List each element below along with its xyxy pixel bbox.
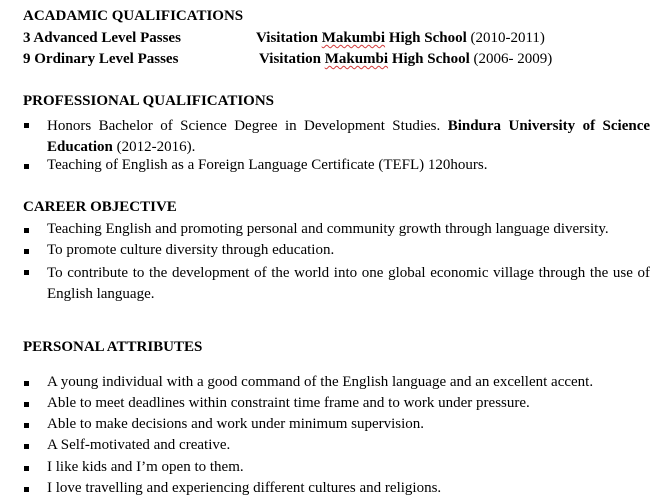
bullet-icon [23,263,35,284]
bullet-icon [23,437,35,458]
bullet-icon [23,221,35,242]
bullet-icon [23,416,35,437]
school-name: Visitation Makumbi High School (2006- 2009) [259,51,553,67]
attribute-item: I love travelling and experiencing different cultures and religions. [47,480,442,496]
professional-item: Honors Bachelor of Science Degree in Development Studies. Bindura University of Science Education (2012-2016). [47,118,651,155]
bullet-icon [23,459,35,480]
attribute-item: I like kids and I’m open to them. [47,459,244,475]
career-item: To promote culture diversity through education. [47,242,335,258]
school-name: Visitation Makumbi High School (2010-2011) [256,30,545,46]
bullet-icon [23,157,35,178]
academic-heading: ACADAMIC QUALIFICATIONS [23,8,244,24]
attribute-item: Able to make decisions and work under minimum supervision. [47,416,425,432]
attribute-item: Able to meet deadlines within constraint time frame and to work under pressure. [47,395,530,411]
career-item: To contribute to the development of the world into one global economic village through the use of English language. [47,265,650,302]
career-item: Teaching English and promoting personal and community growth through language diversity. [47,221,609,237]
bullet-icon [23,242,35,263]
professional-item: Teaching of English as a Foreign Language Certificate (TEFL) 120hours. [47,157,488,173]
qualification-label: 3 Advanced Level Passes [23,30,181,46]
bullet-icon [23,116,35,137]
attribute-item: A Self-motivated and creative. [47,437,231,453]
attributes-heading: PERSONAL ATTRIBUTES [23,339,203,355]
attribute-item: A young individual with a good command of the English language and an excellent accent. [47,374,594,390]
qualification-label: 9 Ordinary Level Passes [23,51,179,67]
professional-heading: PROFESSIONAL QUALIFICATIONS [23,93,275,109]
bullet-icon [23,480,35,501]
career-heading: CAREER OBJECTIVE [23,199,177,215]
bullet-icon [23,395,35,416]
bullet-icon [23,374,35,395]
